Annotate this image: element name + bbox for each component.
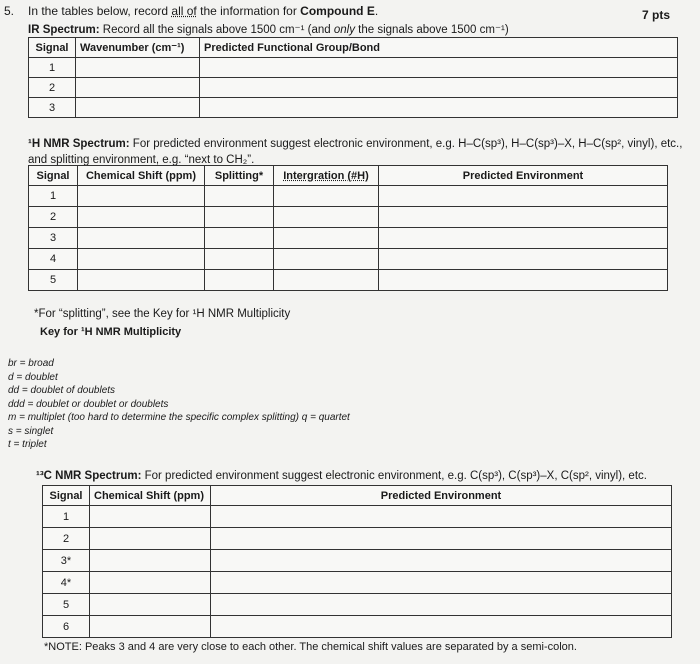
c-shift-cell[interactable] <box>90 616 211 638</box>
c-environment-cell[interactable] <box>211 616 672 638</box>
h-environment-cell[interactable] <box>379 249 668 270</box>
table-row <box>29 58 678 78</box>
h-integration-cell[interactable] <box>274 270 379 291</box>
ir-header-row <box>29 38 678 58</box>
list-item: br = broad <box>8 358 54 369</box>
h-header-signal: Signal <box>29 166 78 186</box>
list-item: dd = doublet of doublets <box>8 385 116 396</box>
h-header-environment: Predicted Environment <box>379 166 668 186</box>
c-signal-cell: 3* <box>43 550 90 572</box>
splitting-note: *For “splitting”, see the Key for ¹H NMR Multiplicity <box>34 308 291 320</box>
c-shift-cell[interactable] <box>90 506 211 528</box>
h-shift-cell[interactable] <box>78 186 205 207</box>
table-row <box>43 616 672 638</box>
table-row <box>29 207 668 228</box>
c-header-signal: Signal <box>43 486 90 506</box>
intro-end: . <box>374 4 379 18</box>
table-row <box>29 98 678 118</box>
h-signal-cell: 5 <box>29 270 78 291</box>
question-number: 5. <box>4 4 15 18</box>
list-item: m = multiplet (too hard to determine the specific complex splitting) q = quartet <box>8 412 350 423</box>
h-signal-cell: 3 <box>29 228 78 249</box>
h-integration-cell[interactable] <box>274 207 379 228</box>
c-signal-cell: 5 <box>43 594 90 616</box>
c-environment-cell[interactable] <box>211 506 672 528</box>
ir-title-only: only <box>333 24 355 36</box>
h-splitting-cell[interactable] <box>205 270 274 291</box>
table-row <box>29 270 668 291</box>
ir-title-text: Record all the signals above 1500 cm⁻¹ (and <box>99 24 334 36</box>
h-environment-cell[interactable] <box>379 228 668 249</box>
c-environment-cell[interactable] <box>211 572 672 594</box>
c-nmr-title-text: For predicted environment suggest electronic environment, e.g. C(sp³), C(sp³)–X, C(sp², vinyl), etc. <box>141 470 647 482</box>
h-nmr-table <box>28 165 668 291</box>
h-environment-cell[interactable] <box>379 186 668 207</box>
c-signal-cell: 2 <box>43 528 90 550</box>
h-shift-cell[interactable] <box>78 270 205 291</box>
table-row <box>43 528 672 550</box>
h-nmr-header-row <box>29 166 668 186</box>
key-title: Key for ¹H NMR Multiplicity <box>40 326 182 338</box>
ir-table <box>28 37 678 118</box>
table-row <box>43 594 672 616</box>
h-nmr-title <box>28 136 688 168</box>
multiplicity-key <box>8 357 350 452</box>
peaks-note: *NOTE: Peaks 3 and 4 are very close to each other. The chemical shift values are separated by a semi-colon. <box>44 641 577 653</box>
h-shift-cell[interactable] <box>78 228 205 249</box>
table-row <box>29 228 668 249</box>
ir-title <box>28 22 509 36</box>
question-intro <box>28 4 378 18</box>
c-signal-cell: 4* <box>43 572 90 594</box>
c-environment-cell[interactable] <box>211 528 672 550</box>
compound-name: Compound E <box>300 4 375 18</box>
table-row <box>29 78 678 98</box>
c-environment-cell[interactable] <box>211 550 672 572</box>
table-row <box>43 572 672 594</box>
h-splitting-cell[interactable] <box>205 207 274 228</box>
table-row <box>43 506 672 528</box>
h-header-integration: Intergration (#H) <box>274 166 379 186</box>
h-signal-cell: 4 <box>29 249 78 270</box>
c-header-shift: Chemical Shift (ppm) <box>90 486 211 506</box>
ir-header-functional-group: Predicted Functional Group/Bond <box>200 38 678 58</box>
h-splitting-cell[interactable] <box>205 249 274 270</box>
ir-signal-cell: 1 <box>29 58 76 78</box>
h-header-splitting: Splitting* <box>205 166 274 186</box>
intro-mid: the information for <box>196 4 301 18</box>
h-integration-cell[interactable] <box>274 249 379 270</box>
h-signal-cell: 1 <box>29 186 78 207</box>
c-shift-cell[interactable] <box>90 594 211 616</box>
h-environment-cell[interactable] <box>379 207 668 228</box>
table-row <box>43 550 672 572</box>
h-nmr-title-text: For predicted environment suggest electronic environment, e.g. H–C(sp³), H–C(sp³)–X, H–C(sp², vinyl), etc., and splitting environment, e.g. “next to CH₂”. <box>28 138 683 166</box>
ir-group-cell[interactable] <box>200 78 678 98</box>
ir-signal-cell: 2 <box>29 78 76 98</box>
h-shift-cell[interactable] <box>78 249 205 270</box>
c-environment-cell[interactable] <box>211 594 672 616</box>
c-header-environment: Predicted Environment <box>211 486 672 506</box>
c-signal-cell: 6 <box>43 616 90 638</box>
c-nmr-table <box>42 485 672 638</box>
list-item: ddd = doublet or doublet or doublets <box>8 398 169 410</box>
c-shift-cell[interactable] <box>90 572 211 594</box>
h-splitting-cell[interactable] <box>205 228 274 249</box>
h-header-shift: Chemical Shift (ppm) <box>78 166 205 186</box>
ir-wavenumber-cell[interactable] <box>76 98 200 118</box>
table-row <box>29 249 668 270</box>
ir-wavenumber-cell[interactable] <box>76 58 200 78</box>
ir-wavenumber-cell[interactable] <box>76 78 200 98</box>
list-item: t = triplet <box>8 439 47 450</box>
c-nmr-title-bold: ¹³C NMR Spectrum: <box>36 470 142 482</box>
list-item: d = doublet <box>8 371 58 383</box>
ir-title-end: the signals above 1500 cm⁻¹) <box>354 24 509 36</box>
c-shift-cell[interactable] <box>90 528 211 550</box>
list-item: s = singlet <box>8 425 54 437</box>
h-signal-cell: 2 <box>29 207 78 228</box>
h-integration-cell[interactable] <box>274 228 379 249</box>
table-row <box>29 186 668 207</box>
ir-group-cell[interactable] <box>200 58 678 78</box>
ir-title-bold: IR Spectrum: <box>28 24 100 36</box>
ir-group-cell[interactable] <box>200 98 678 118</box>
h-nmr-title-bold: ¹H NMR Spectrum: <box>28 138 130 150</box>
ir-header-wavenumber: Wavenumber (cm⁻¹) <box>76 38 200 58</box>
h-splitting-cell[interactable] <box>205 186 274 207</box>
ir-signal-cell: 3 <box>29 98 76 118</box>
h-integration-cell[interactable] <box>274 186 379 207</box>
points-label: 7 pts <box>641 8 670 22</box>
h-environment-cell[interactable] <box>379 270 668 291</box>
intro-start: In the tables below, record <box>28 4 172 18</box>
c-nmr-title <box>36 470 647 482</box>
intro-underlined: all of <box>171 4 197 18</box>
ir-header-signal: Signal <box>29 38 76 58</box>
c-signal-cell: 1 <box>43 506 90 528</box>
c-nmr-header-row <box>43 486 672 506</box>
h-shift-cell[interactable] <box>78 207 205 228</box>
c-shift-cell[interactable] <box>90 550 211 572</box>
